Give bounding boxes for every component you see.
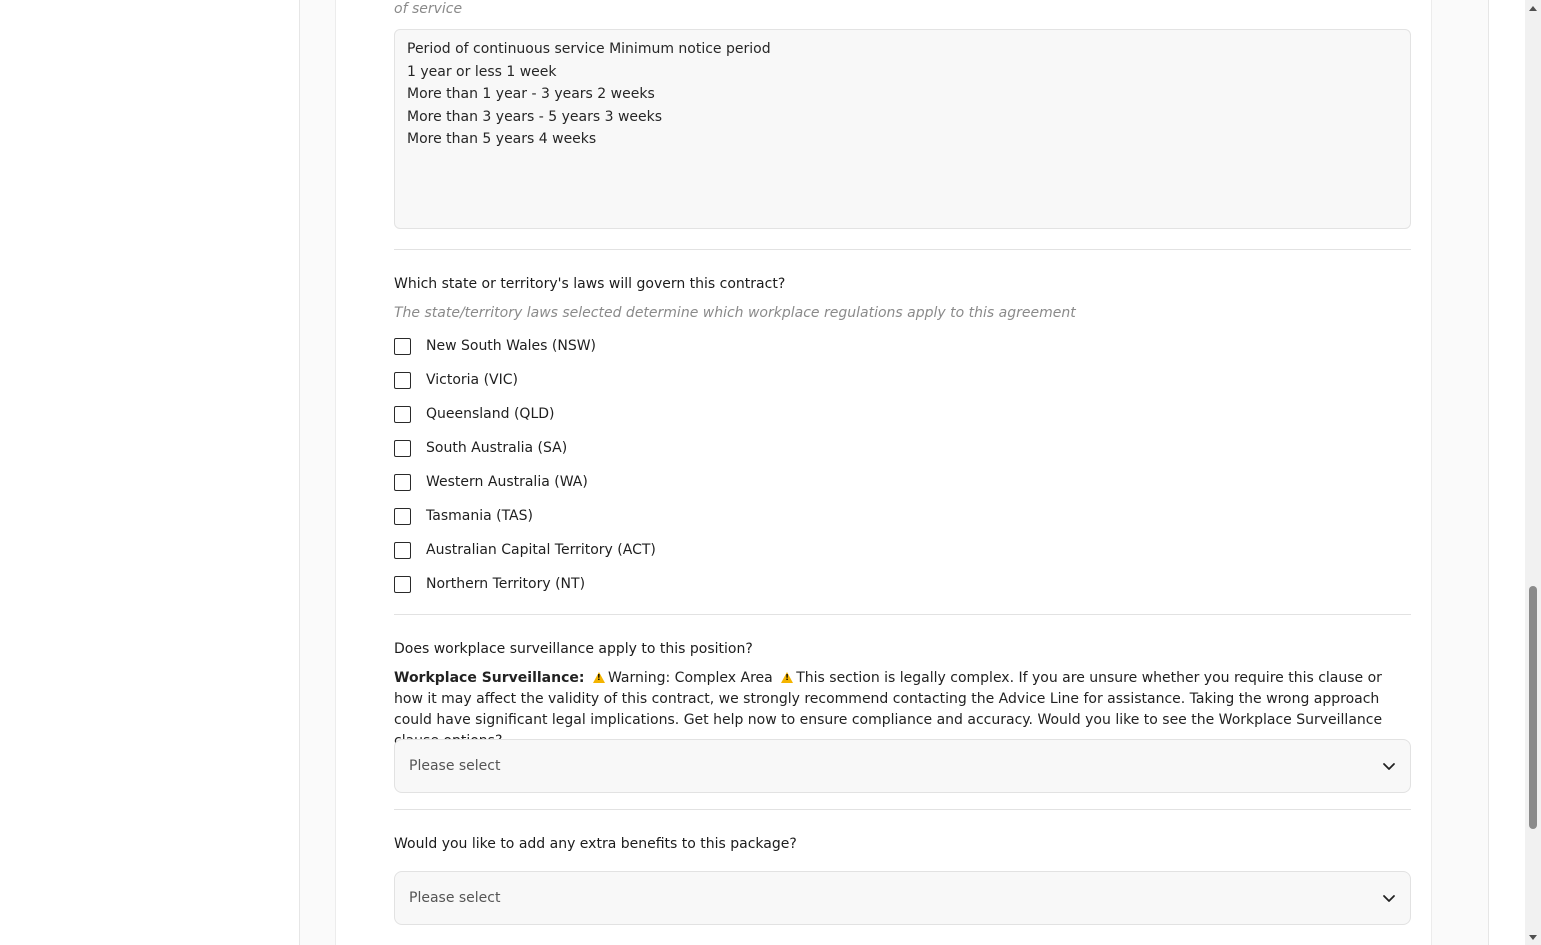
notice-period-textarea[interactable] [394, 29, 1411, 229]
section-divider [394, 614, 1411, 615]
checkbox-label[interactable]: Northern Territory (NT) [426, 576, 586, 592]
warning-body: This section is legally complex. If you are unsure whether you require this clause or how it may affect the validity of this contract, we strongly recommend contacting the Advice Line for assistance. Taking the wrong approach could have significant legal implications. Get help now to ensure compliance and accuracy. Would you like to see the Workplace Surveillance [394, 670, 1383, 728]
chevron-down-icon [1382, 891, 1396, 905]
state-question-hint: The state/territory laws selected determine which workplace regulations apply to this agreement [394, 305, 1076, 321]
scroll-up-button[interactable] [1525, 0, 1541, 16]
checkbox-option-tas[interactable] [394, 506, 533, 526]
checkbox[interactable] [394, 338, 411, 355]
surveillance-question-label: Does workplace surveillance apply to this position? [394, 641, 753, 657]
chevron-down-icon [1382, 759, 1396, 773]
checkbox[interactable] [394, 372, 411, 389]
checkbox-label[interactable]: New South Wales (NSW) [426, 338, 597, 354]
warning-icon [593, 672, 605, 683]
scroll-thumb[interactable] [1529, 586, 1537, 829]
vertical-scrollbar[interactable] [1525, 0, 1541, 945]
arrow-down-icon [1529, 935, 1537, 940]
checkbox-option-sa[interactable] [394, 438, 567, 458]
checkbox-label[interactable]: South Australia (SA) [426, 440, 568, 456]
checkbox-label[interactable]: Australian Capital Territory (ACT) [426, 542, 656, 558]
checkbox-option-wa[interactable] [394, 472, 588, 492]
checkbox[interactable] [394, 576, 411, 593]
checkbox-label[interactable]: Tasmania (TAS) [426, 508, 533, 524]
checkbox[interactable] [394, 406, 411, 423]
checkbox-option-act[interactable] [394, 540, 656, 560]
checkbox-option-qld[interactable] [394, 404, 555, 424]
warning-icon [781, 672, 793, 683]
benefits-question-label: Would you like to add any extra benefits to this package? [394, 836, 797, 852]
notice-period-hint: of service [394, 1, 463, 17]
warning-title: Workplace Surveillance: [394, 670, 585, 686]
checkbox-option-vic[interactable] [394, 370, 518, 390]
scroll-down-button[interactable] [1525, 929, 1541, 945]
surveillance-select[interactable] [394, 739, 1411, 793]
checkbox-option-nt[interactable] [394, 574, 585, 594]
checkbox-label[interactable]: Western Australia (WA) [426, 474, 588, 490]
checkbox-label[interactable]: Queensland (QLD) [426, 406, 555, 422]
select-value: Please select [409, 890, 501, 906]
state-question-label: Which state or territory's laws will govern this contract? [394, 276, 786, 292]
checkbox[interactable] [394, 542, 411, 559]
checkbox-label[interactable]: Victoria (VIC) [426, 372, 518, 388]
section-divider [394, 809, 1411, 810]
checkbox[interactable] [394, 474, 411, 491]
warning-heading: Warning: Complex Area [607, 670, 773, 686]
checkbox-option-nsw[interactable] [394, 336, 596, 356]
section-divider [394, 249, 1411, 250]
select-value: Please select [409, 758, 501, 774]
checkbox[interactable] [394, 508, 411, 525]
benefits-select[interactable] [394, 871, 1411, 925]
checkbox[interactable] [394, 440, 411, 457]
arrow-up-icon [1529, 6, 1537, 11]
